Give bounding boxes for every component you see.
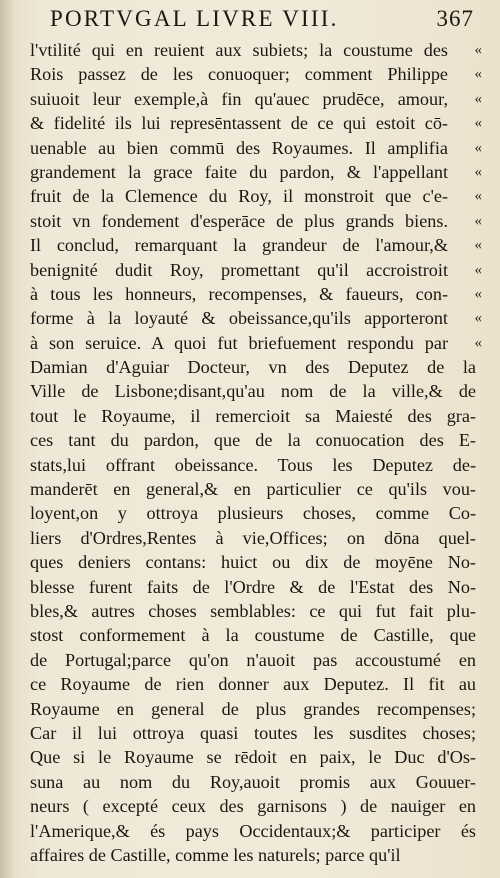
margin-quote-mark: « bbox=[474, 188, 482, 205]
line-text: fruit de la Clemence du Roy, il monstroit que c'e- bbox=[30, 186, 448, 207]
margin-quote-mark: « bbox=[474, 163, 482, 180]
text-line bbox=[30, 575, 486, 599]
line-text: uenable au bien commū des Royaumes. Il amplifia bbox=[30, 137, 448, 158]
page-header bbox=[30, 6, 486, 36]
line-text: ques deniers contans: huict ou dix de moyēne No- bbox=[30, 552, 476, 573]
margin-quote-mark: « bbox=[474, 90, 482, 107]
text-line bbox=[30, 160, 486, 184]
text-line bbox=[30, 550, 486, 574]
line-text: Royaume en general de plus grandes recompenses; bbox=[30, 698, 476, 719]
text-line bbox=[30, 672, 486, 696]
text-line bbox=[30, 258, 486, 282]
line-text: Il conclud, remarquant la grandeur de l'amour,& bbox=[30, 235, 448, 256]
text-line bbox=[30, 184, 486, 208]
running-title: PORTVGAL LIVRE VIII. bbox=[50, 6, 339, 31]
text-line bbox=[30, 233, 486, 257]
margin-quote-mark: « bbox=[474, 310, 482, 327]
text-line bbox=[30, 721, 486, 745]
line-text: suna au nom du Roy,auoit promis aux Gouuer- bbox=[30, 771, 476, 792]
line-text: ces tant du pardon, que de la conuocation des E- bbox=[30, 430, 476, 451]
margin-quote-mark: « bbox=[474, 139, 482, 156]
margin-quote-mark: « bbox=[474, 285, 482, 302]
text-line bbox=[30, 38, 486, 62]
text-line bbox=[30, 697, 486, 721]
line-text: benignité dudit Roy, promettant qu'il accroistroit bbox=[30, 259, 448, 280]
margin-quote-mark: « bbox=[474, 42, 482, 58]
margin-quote-mark: « bbox=[474, 212, 482, 229]
margin-quote-mark: « bbox=[474, 237, 482, 254]
line-text: manderēt en general,& en particulier ce qu'ils vou- bbox=[30, 479, 476, 500]
line-text: Ville de Lisbone;disant,qu'au nom de la ville,& de bbox=[30, 381, 476, 402]
page-number: 367 bbox=[436, 6, 474, 31]
text-line bbox=[30, 794, 486, 818]
text-line bbox=[30, 819, 486, 843]
line-text: grandement la grace faite du pardon, & l'appellant bbox=[30, 161, 448, 182]
text-line bbox=[30, 331, 486, 355]
margin-quote-mark: « bbox=[474, 66, 482, 83]
text-line bbox=[30, 87, 486, 111]
line-text: Damian d'Aguiar Docteur, vn des Deputez de la bbox=[30, 357, 476, 378]
text-line bbox=[30, 648, 486, 672]
line-text: liers d'Ordres,Rentes à vie,Offices; on dōna quel- bbox=[30, 527, 476, 548]
line-text: ce Royaume de rien donner aux Deputez. Il fit au bbox=[30, 674, 476, 695]
text-line bbox=[30, 355, 486, 379]
text-line bbox=[30, 209, 486, 233]
line-text: l'vtilité qui en reuient aux subiets; la coustume des bbox=[30, 40, 448, 60]
line-text: tout le Royaume, il remercioit sa Maiesté des gra- bbox=[30, 405, 476, 426]
line-text: loyent,on y ottroya plusieurs choses, comme Co- bbox=[30, 503, 476, 524]
text-line bbox=[30, 501, 486, 525]
line-text: stoit vn fondement d'esperāce de plus grands biens. bbox=[30, 210, 448, 231]
line-text: Que si le Royaume se rēdoit en paix, le Duc d'Os- bbox=[30, 747, 476, 768]
text-line bbox=[30, 282, 486, 306]
line-text: Rois passez de les conuoquer; comment Philippe bbox=[30, 64, 448, 85]
line-text: neurs ( excepté ceux des garnisons ) de nauiger en bbox=[30, 796, 476, 817]
text-line bbox=[30, 136, 486, 160]
margin-quote-mark: « bbox=[474, 115, 482, 132]
line-text: forme à la loyauté & obeissance,qu'ils apporteront bbox=[30, 308, 448, 329]
line-text: l'Amerique,& és pays Occidentaux;& participer és bbox=[30, 820, 476, 841]
text-line bbox=[30, 62, 486, 86]
line-text: suiuoit leur exemple,à fin qu'auec prudēce, amour, bbox=[30, 88, 448, 109]
line-text: de Portugal;parce qu'on n'auoit pas accoustumé en bbox=[30, 649, 476, 670]
text-line bbox=[30, 745, 486, 769]
line-text: stats,lui offrant obeissance. Tous les Deputez de- bbox=[30, 454, 476, 475]
text-line bbox=[30, 379, 486, 403]
body-text bbox=[30, 38, 486, 867]
text-line bbox=[30, 111, 486, 135]
line-text: stost conformement à la coustume de Castille, que bbox=[30, 625, 476, 646]
text-line bbox=[30, 453, 486, 477]
text-line bbox=[30, 428, 486, 452]
line-text: à son seruice. A quoi fut briefuement respondu par bbox=[30, 332, 448, 353]
text-line bbox=[30, 599, 486, 623]
line-text: blesse furent faits de l'Ordre & de l'Estat des No- bbox=[30, 576, 476, 597]
text-line bbox=[30, 306, 486, 330]
text-line bbox=[30, 770, 486, 794]
line-text: à tous les honneurs, recompenses, & faueurs, con- bbox=[30, 283, 448, 304]
text-line bbox=[30, 526, 486, 550]
text-line bbox=[30, 843, 486, 867]
line-text: affaires de Castille, comme les naturels; parce qu'il bbox=[30, 844, 401, 865]
margin-quote-mark: « bbox=[474, 261, 482, 278]
page-gutter-shadow bbox=[0, 0, 14, 878]
line-text: Car il lui ottroya quasi toutes les susdites choses; bbox=[30, 722, 476, 743]
text-line bbox=[30, 404, 486, 428]
text-line bbox=[30, 623, 486, 647]
line-text: & fidelité ils lui represēntassent de ce qui estoit cō- bbox=[30, 113, 448, 134]
text-line bbox=[30, 477, 486, 501]
margin-quote-mark: « bbox=[474, 334, 482, 351]
line-text: bles,& autres choses semblables: ce qui fut fait plu- bbox=[30, 600, 476, 621]
